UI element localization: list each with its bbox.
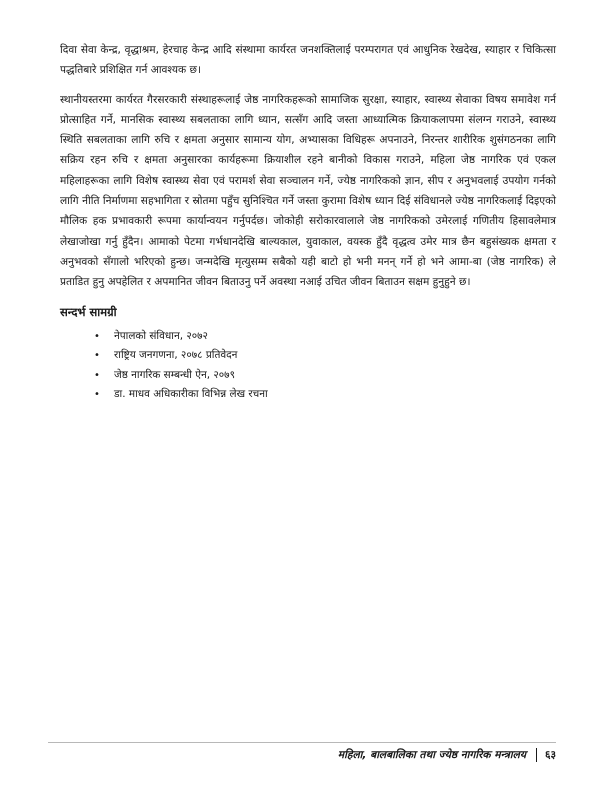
- footer-separator: [536, 748, 537, 762]
- page-number: ६३: [544, 749, 556, 761]
- bullet-icon: •: [94, 350, 100, 362]
- reference-item: [94, 327, 556, 347]
- references-heading: सन्दर्भ सामग्री: [60, 304, 117, 319]
- reference-text: डा. माधव अधिकारीका विभिन्न लेख रचना: [114, 388, 268, 401]
- page-footer: [338, 748, 556, 762]
- reference-text: राष्ट्रिय जनगणना, २०७८ प्रतिवेदन: [114, 349, 238, 362]
- body-paragraph: दिवा सेवा केन्द्र, वृद्धाश्रम, हेरचाह केन्द्र आदि संस्थामा कार्यरत जनशक्तिलाई परम्परागत एवं आधुनिक रेखदेख, स्याहार र चिकित्सा पद्धतिबारे प्रशिक्षित गर्न आवश्यक छ।: [60, 44, 556, 77]
- footer-ministry-name: महिला, बालबालिका तथा ज्येष्ठ नागरिक मन्त्रालय: [337, 749, 526, 761]
- reference-text: नेपालको संविधान, २०७२: [114, 329, 208, 342]
- reference-text: जेष्ठ नागरिक सम्बन्धी ऐन, २०७९: [114, 368, 235, 381]
- bullet-icon: •: [94, 389, 100, 401]
- bullet-icon: •: [94, 330, 100, 342]
- reference-item: [94, 385, 556, 405]
- reference-item: [94, 346, 556, 366]
- footer-divider: [48, 742, 556, 743]
- bullet-icon: •: [94, 369, 100, 381]
- document-page: [60, 40, 556, 405]
- reference-item: [94, 366, 556, 386]
- references-list: [60, 327, 556, 405]
- body-paragraph: स्थानीयस्तरमा कार्यरत गैरसरकारी संस्थाहरूलाई जेष्ठ नागरिकहरूको सामाजिक सुरक्षा, स्याहार, स्वास्थ्य सेवाका विषय समावेश गर्न प्रोत्साहित गर्ने, मानसिक स्वास्थ्य सबलताका लागि ध्यान, सत्सँग आदि जस्ता आध्यात्मिक क्रियाकलापमा संलग्न गराउने, स्वास्थ्य स्थिति सबलताका लागि रुचि र क्षमता अनुसार सामान्य योग, अभ्यासका विधिहरू अपनाउने, निरन्तर शारीरिक शुसंगठनका लागि सक्रिय रहन रुचि र क्षमता अनुसारका कार्यहरूमा क्रियाशील रहने बानीको विकास गराउने, महिला जेष्ठ नागरिक एवं एकल महिलाहरूका लागि विशेष स्वास्थ्य सेवा एवं परामर्श सेवा सञ्चालन गर्ने, ज्येष्ठ नागरिकको ज्ञान, सीप र अनुभवलाई उपयोग गर्नको लागि नीति निर्माणमा सहभागिता र स्रोतमा पहुँच सुनिश्चित गर्ने जस्ता कुरामा विशेष ध्यान दिई संविधानले ज्येष्ठ नागरिकलाई दिइएको मौलिक हक प्रभावकारी रूपमा कार्यान्वयन गर्नुपर्दछ। जोकोही सरोकारवालाले जेष्ठ नागरिकको उमेरलाई गणितीय हिसावलेमात्र लेखाजोखा गर्नु हुँदैन। आमाको पेटमा गर्भधानदेखि बाल्यकाल, युवाकाल, वयस्क हुँदै वृद्धत्व उमेर मात्र छैन बहुसंख्यक क्षमता र अनुभवको सँगालो भरिएको हुन्छ। जन्मदेखि मृत्युसम्म सबैको यही बाटो हो भनी मनन् गर्ने हो भने आमा-बा (जेष्ठ नागरिक) ले प्रताडित हुनु अपहेलित र अपमानित जीवन बिताउनु पर्ने अवस्था नआई उचित जीवन बिताउन सक्षम हुनुहुने छ।: [60, 93, 556, 289]
